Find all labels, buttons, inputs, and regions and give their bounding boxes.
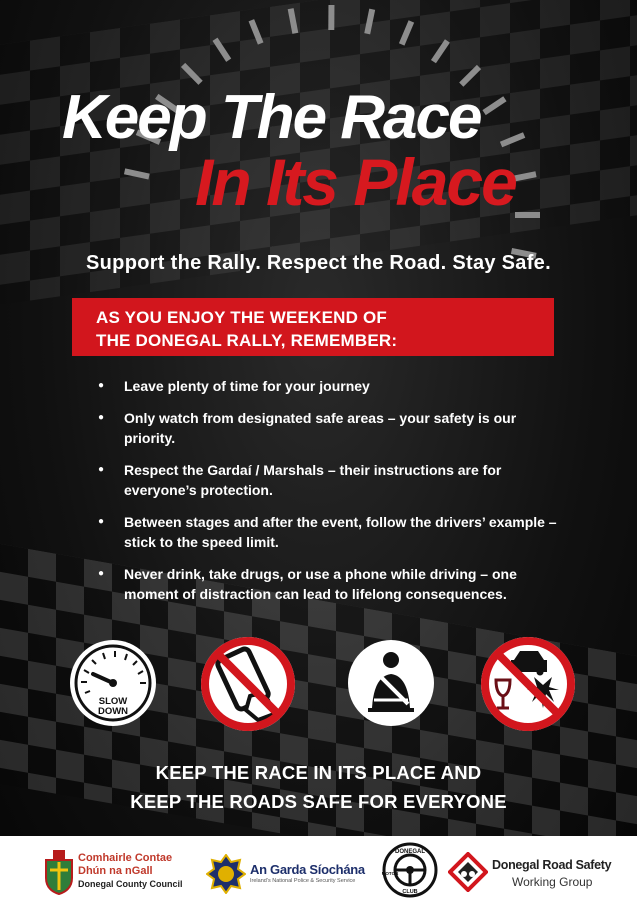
title-line-1: Keep The Race [62,83,481,152]
gauge-tick [291,9,296,34]
rsg-line-1: Donegal Road Safety [492,858,612,872]
no-drink-drugs-icon [478,634,578,734]
donegal-county-council-logo [44,848,204,898]
no-phone-icon [198,634,298,734]
gauge-tick [402,21,412,44]
closing-message-line-2: KEEP THE ROADS SAFE FOR EVERYONE [130,791,507,812]
council-name-irish-1: Comhairle Contae [78,852,173,864]
gauge-tick [251,20,260,43]
title-line-2: In Its Place [195,145,516,219]
slow-label: SLOW [98,696,128,707]
council-name-english: Donegal County Council [78,879,183,889]
list-item: ● Only watch from designated safe areas – your safety is our priority. [92,408,562,448]
icon-row [0,638,637,730]
partner-logos-footer [0,836,637,907]
seatbelt-icon [346,638,436,728]
list-item: ● Never drink, take drugs, or use a phone while driving – one moment of distraction can lead to lifelong consequences. [92,564,562,604]
safety-list [92,376,562,604]
council-name-irish-2: Dhún na nGall [78,865,153,877]
motor-club-logo [382,842,438,898]
list-item: ● Respect the Gardaí / Marshals – their instructions are for everyone’s protection. [92,460,562,500]
council-crest-icon [44,850,74,896]
gauge-tick [367,9,372,33]
banner-line-1: AS YOU ENJOY THE WEEKEND OF [96,308,387,327]
banner-line-2: THE DONEGAL RALLY, REMEMBER: [96,331,398,350]
rsg-line-2: Working Group [512,875,593,889]
gauge-tick [215,39,229,60]
gauge-tick [433,41,447,62]
garda-subtitle: Ireland’s National Police & Security Service [250,878,356,884]
road-safety-working-group-logo [448,848,618,898]
club-bottom-text: CLUB [402,889,418,895]
down-label: DOWN [97,706,129,717]
gauge-tick [183,65,200,83]
speedometer-icon [68,638,158,728]
list-item: ● Between stages and after the event, follow the drivers’ example – stick to the speed limit. [92,512,562,552]
red-banner [72,298,554,356]
garda-name: An Garda Síochána [250,862,365,877]
garda-siochana-logo [206,848,365,898]
club-side-text: MOTOR [382,871,399,876]
list-item: ● Leave plenty of time for your journey [92,376,562,396]
club-top-text: DONEGAL [395,849,425,855]
tagline: Support the Rally. Respect the Road. Stay Safe. [86,252,551,274]
closing-message-line-1: KEEP THE RACE IN ITS PLACE AND [155,762,482,783]
garda-badge-icon [206,854,246,894]
gauge-tick [125,171,149,176]
road-safety-icon [448,852,488,892]
